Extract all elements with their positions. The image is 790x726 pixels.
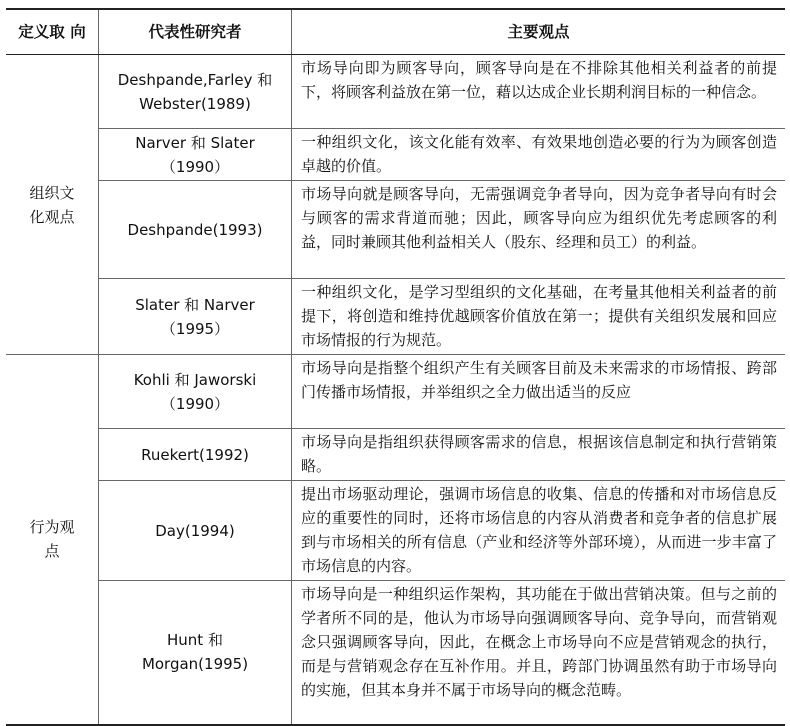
view-cell: 市场导向是指组织获得顾客需求的信息，根据该信息制定和执行营销策略。 <box>292 429 786 481</box>
researcher-cell: Deshpande,Farley 和 Webster(1989) <box>99 55 292 129</box>
view-cell: 市场导向是指整个组织产生有关顾客目前及未来需求的市场情报、跨部门传播市场情报，并举组织之全力做出适当的反应 <box>292 355 786 429</box>
researcher-cell: Ruekert(1992) <box>99 429 292 481</box>
group-label-organizational-culture: 组织文 化观点 <box>6 55 99 355</box>
table-row <box>6 181 785 279</box>
table-row <box>6 279 785 355</box>
table-row <box>6 355 785 429</box>
researcher-cell: Narver 和 Slater （1990） <box>99 129 292 181</box>
researcher-cell: Hunt 和 Morgan(1995) <box>99 581 292 725</box>
table-header <box>6 9 785 55</box>
view-cell: 提出市场驱动理论，强调市场信息的收集、信息的传播和对市场信息反应的重要性的同时，还将市场信息的内容从消费者和竞争者的信息扩展到与市场相关的所有信息（产业和经济等外部环境），从而进一步丰富了市场信息的内容。 <box>292 481 786 581</box>
view-cell: 市场导向即为顾客导向，顾客导向是在不排除其他相关利益者的前提下，将顾客利益放在第一位，藉以达成企业长期利润目标的一种信念。 <box>292 55 786 129</box>
table-row <box>6 55 785 129</box>
header-row <box>6 9 785 55</box>
table-row <box>6 481 785 581</box>
view-cell: 一种组织文化，是学习型组织的文化基础，在考量其他相关利益者的前提下，将创造和维持优越顾客价值放在第一；提供有关组织发展和回应市场情报的行为规范。 <box>292 279 786 355</box>
header-orientation: 定义取 向 <box>6 9 99 55</box>
header-researcher: 代表性研究者 <box>99 9 292 55</box>
view-cell: 市场导向就是顾客导向，无需强调竞争者导向，因为竞争者导向有时会与顾客的需求背道而驰；因此，顾客导向应为组织优先考虑顾客的利益，同时兼顾其他利益相关人（股东、经理和员工）的利益。 <box>292 181 786 279</box>
group-label-behavioral: 行为观 点 <box>6 355 99 725</box>
table-row <box>6 429 785 481</box>
view-cell: 市场导向是一种组织运作架构，其功能在于做出营销决策。但与之前的学者所不同的是，他认为市场导向强调顾客导向、竞争导向，而营销观念只强调顾客导向，因此，在概念上市场导向不应是营销观念的执行，而是与营销观念存在互补作用。并且，跨部门协调虽然有助于市场导向的实施，但其本身并不属于市场导向的概念范畴。 <box>292 581 786 725</box>
table-body <box>6 55 785 725</box>
researcher-cell: Kohli 和 Jaworski （1990） <box>99 355 292 429</box>
header-main-view: 主要观点 <box>292 9 786 55</box>
researcher-cell: Slater 和 Narver （1995） <box>99 279 292 355</box>
researcher-cell: Day(1994) <box>99 481 292 581</box>
table-row <box>6 129 785 181</box>
researcher-cell: Deshpande(1993) <box>99 181 292 279</box>
table-row <box>6 581 785 725</box>
view-cell: 一种组织文化，该文化能有效率、有效果地创造必要的行为为顾客创造卓越的价值。 <box>292 129 786 181</box>
market-orientation-table <box>6 8 785 726</box>
